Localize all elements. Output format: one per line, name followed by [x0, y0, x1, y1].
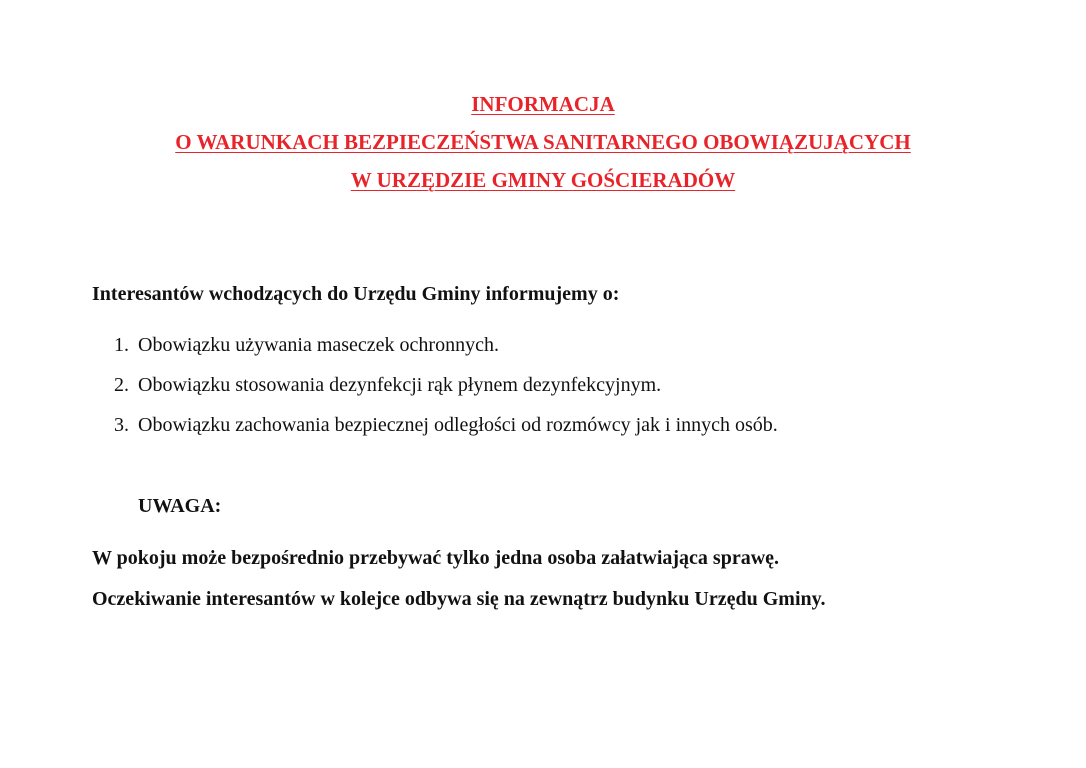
document-title: [0, 92, 1086, 206]
notice-line-2: Oczekiwanie interesantów w kolejce odbywa się na zewnątrz budynku Urzędu Gminy.: [92, 588, 826, 610]
list-item-number: 3.: [114, 414, 129, 436]
notice-line-1: W pokoju może bezpośrednio przebywać tylko jedna osoba załatwiająca sprawę.: [92, 547, 780, 569]
list-item-number: 1.: [114, 334, 129, 356]
list-item: [114, 333, 778, 357]
warning-heading: UWAGA:: [138, 495, 222, 517]
obligations-list: [114, 333, 778, 453]
list-item: [114, 373, 778, 397]
list-item-text: Obowiązku stosowania dezynfekcji rąk płynem dezynfekcyjnym.: [138, 374, 662, 396]
title-line-3: W URZĘDZIE GMINY GOŚCIERADÓW: [350, 168, 736, 192]
title-line-1: INFORMACJA: [471, 92, 615, 116]
notice-block: [92, 546, 826, 628]
list-item-number: 2.: [114, 374, 129, 396]
list-item-text: Obowiązku zachowania bezpiecznej odległości od rozmówcy jak i innych osób.: [138, 414, 778, 436]
intro-text: Interesantów wchodzących do Urzędu Gminy informujemy o:: [92, 283, 620, 305]
list-item-text: Obowiązku używania maseczek ochronnych.: [138, 334, 499, 356]
list-item: [114, 413, 778, 437]
title-line-2: O WARUNKACH BEZPIECZEŃSTWA SANITARNEGO OBOWIĄZUJĄCYCH: [175, 130, 911, 154]
